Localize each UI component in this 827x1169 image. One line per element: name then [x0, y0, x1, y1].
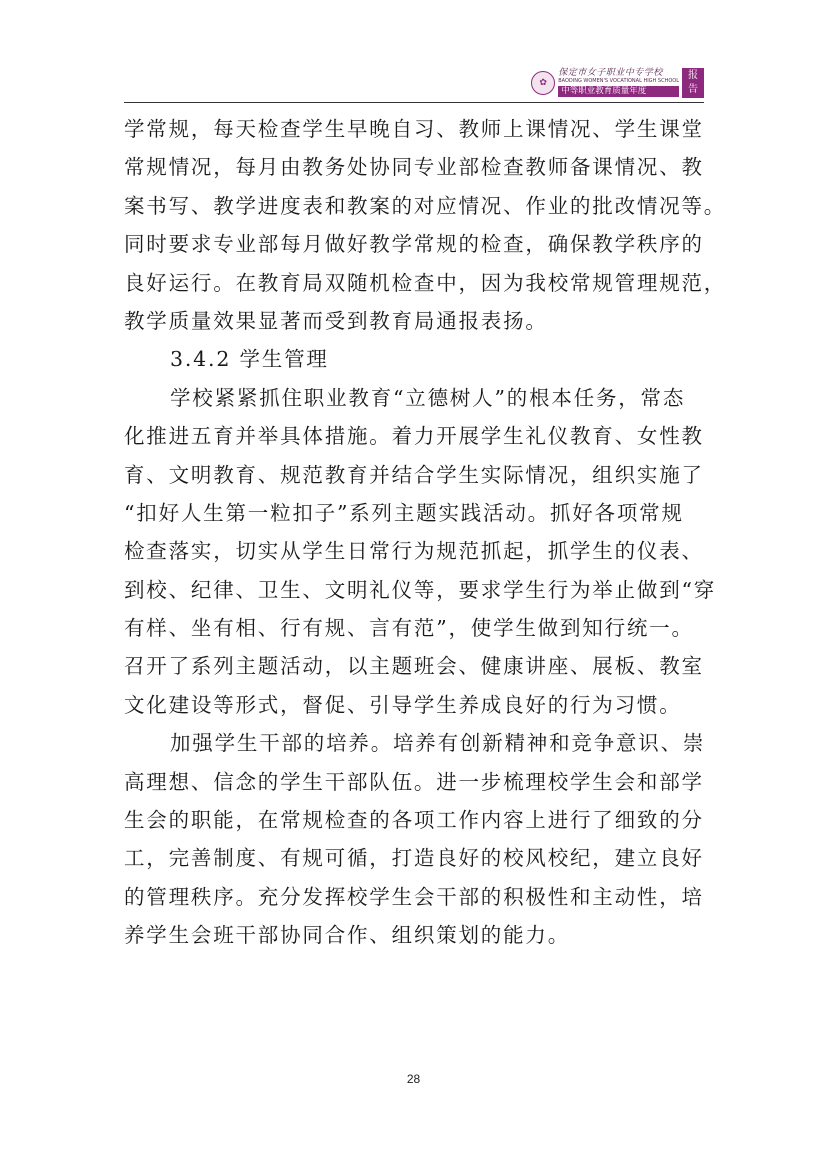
report-badge [682, 68, 704, 98]
body-line: 高理想、信念的学生干部队伍。进一步梳理校学生会和部学 [124, 769, 704, 794]
body-line: 工，完善制度、有规可循，打造良好的校风校纪，建立良好 [124, 846, 704, 871]
section-heading: 3.4.2 学生管理 [170, 347, 329, 372]
report-badge-line1: 报 [688, 70, 698, 81]
body-line: 生会的职能，在常规检查的各项工作内容上进行了细致的分 [124, 808, 704, 833]
header-divider [124, 102, 704, 103]
body-line: 的管理秩序。充分发挥校学生会干部的积极性和主动性，培 [124, 884, 704, 909]
body-line: 文化建设等形式，督促、引导学生养成良好的行为习惯。 [124, 692, 682, 717]
report-badge-line2: 告 [688, 84, 698, 95]
body-line: “扣好人生第一粒扣子”系列主题实践活动。抓好各项常规 [124, 500, 684, 525]
body-line: 常规情况，每月由教务处协同专业部检查教师备课情况、教 [124, 155, 704, 180]
report-subtitle: 中等职业教育质量年度 [558, 86, 679, 97]
body-line: 同时要求专业部每月做好教学常规的检查，确保教学秩序的 [124, 232, 704, 257]
body-line: 检查落实，切实从学生日常行为规范抓起，抓学生的仪表、 [124, 539, 704, 564]
body-line: 育、文明教育、规范教育并结合学生实际情况，组织实施了 [124, 462, 704, 487]
body-line: 教学质量效果显著而受到教育局通报表扬。 [124, 308, 548, 333]
body-line: 加强学生干部的培养。培养有创新精神和竞争意识、崇 [170, 731, 706, 756]
school-emblem-icon: ✿ [531, 71, 555, 95]
body-line: 召开了系列主题活动，以主题班会、健康讲座、展板、教室 [124, 654, 704, 679]
body-line: 化推进五育并举具体措施。着力开展学生礼仪教育、女性教 [124, 424, 704, 449]
body-line: 有样、坐有相、行有规、言有范”，使学生做到知行统一。 [124, 616, 694, 641]
page-number: 28 [406, 1072, 421, 1086]
school-logo [531, 66, 704, 100]
page-header [124, 64, 704, 104]
body-line: 学常规，每天检查学生早晚自习、教师上课情况、学生课堂 [124, 117, 704, 141]
logo-text-block [558, 69, 679, 97]
body-line: 良好运行。在教育局双随机检查中，因为我校常规管理规范， [124, 270, 727, 295]
body-line: 到校、纪律、卫生、文明礼仪等，要求学生行为举止做到“穿 [124, 577, 717, 602]
body-line: 养学生会班干部协同合作、组织策划的能力。 [124, 923, 570, 948]
body-line: 学校紧紧抓住职业教育“立德树人”的根本任务，常态 [170, 385, 686, 410]
school-name-en: BAODING WOMEN'S VOCATIONAL HIGH SCHOOL [558, 78, 679, 85]
school-name-cn: 保定市女子职业中专学校 [558, 68, 663, 79]
body-line: 案书写、教学进度表和教案的对应情况、作业的批改情况等。 [124, 193, 727, 218]
page-body [124, 110, 727, 955]
